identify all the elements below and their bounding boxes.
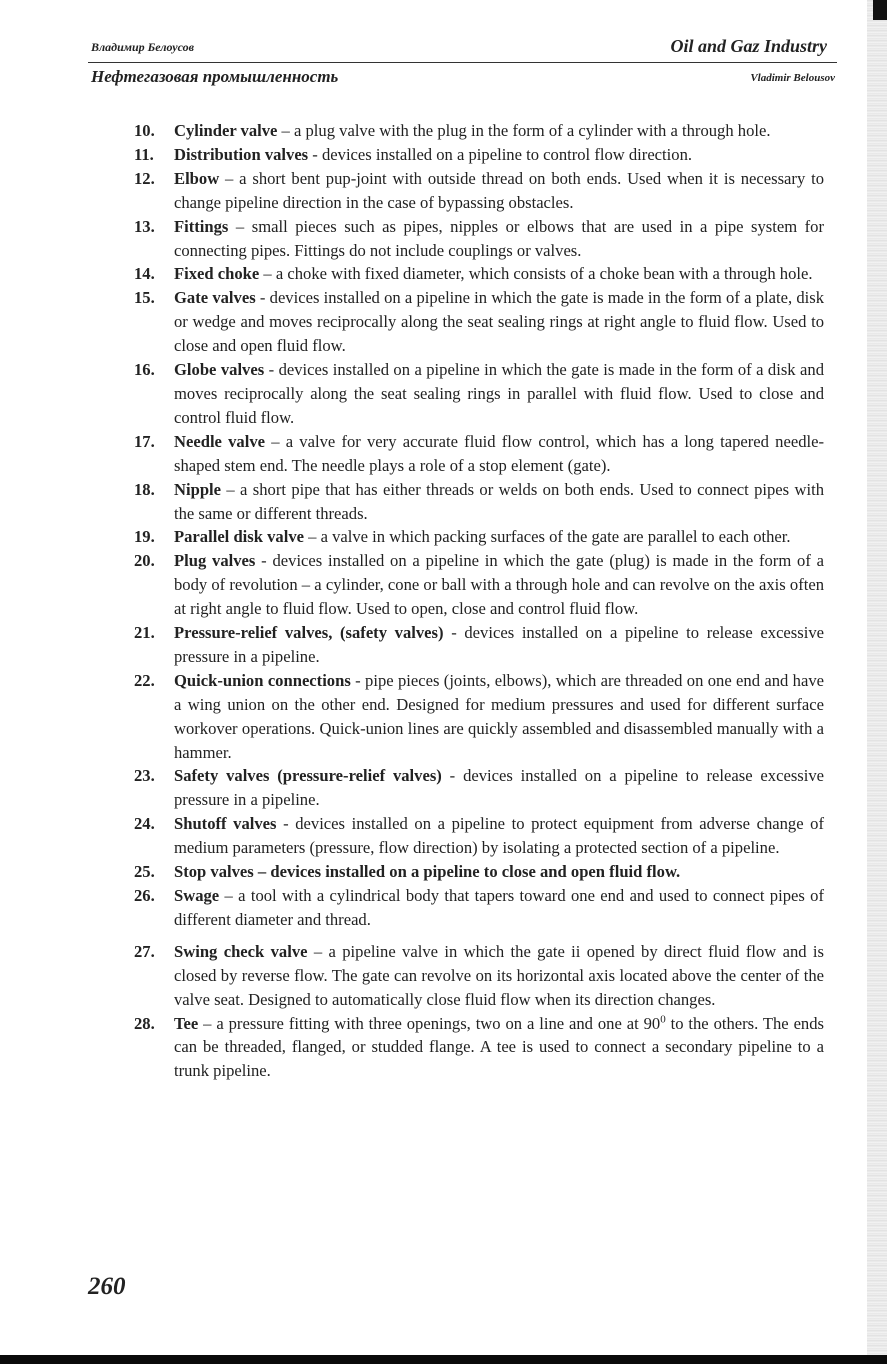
entry-definition: - pipe pieces (joints, elbows), which are threaded on one end and have a wing union on the other end. Designed for medium pressures and used for different surface workover operations. Quick-union lines are quickly assembled and disassembled manually with a hammer. [174,670,825,762]
page-edge-shadow [867,0,887,1364]
page-number: 260 [88,1273,126,1300]
glossary-entry [134,884,824,932]
entry-number: 21. [134,623,155,643]
entry-definition: – a tool with a cylindrical body that tapers toward one end and used to connect pipes of different diameter and thread. [174,886,824,929]
header-author-russian: Владимир Белоусов [91,40,194,54]
entry-number: 20. [134,551,155,571]
glossary-list [134,119,824,1083]
entry-number: 26. [134,886,155,905]
glossary-entry [134,430,824,478]
glossary-entry [134,143,824,167]
entry-term: Cylinder valve [174,121,278,140]
entry-number: 10. [134,121,155,140]
entry-number: 14. [134,264,155,284]
entry-definition: – a valve in which packing surfaces of the gate are parallel to each other. [303,527,791,547]
glossary-entry [134,478,824,526]
header-book-title-english: Oil and Gaz Industry [670,36,827,56]
entry-definition: – a choke with fixed diameter, which consists of a choke bean with a through hole. [259,264,813,284]
header-book-title-russian: Нефтегазовая промышленность [91,67,339,86]
entry-term: Nipple [174,479,222,499]
entry-definition: - devices installed on a pipeline to release excessive pressure in a pipeline. [174,623,824,666]
entry-definition: – a valve for very accurate fluid flow control, which has a long tapered needle-shaped stem end. The needle plays a role of a stop element (gate). [174,431,824,475]
entry-definition: - devices installed on a pipeline in which the gate (plug) is made in the form of a body of revolution – a cylinder, cone or ball with a through hole and can revolve on the axis often at right angle to fluid flow. Used to open, close and control fluid flow. [174,551,824,619]
entry-definition: – a plug valve with the plug in the form of a cylinder with a through hole. [277,121,771,140]
entry-term: Pressure-relief valves, (safety valves) [174,623,444,643]
entry-definition: – a pipeline valve in which the gate ii opened by direct fluid flow and is closed by reverse flow. The gate can revolve on its horizontal axis located above the center of the valve seat. Designed to automatically close fluid flow when its direction changes. [174,941,824,1009]
glossary-entry [134,119,824,143]
entry-term: Distribution valves [174,144,309,164]
header-author-english: Vladimir Belousov [750,72,835,84]
degree-superscript: 0 [660,1013,666,1025]
entry-number: 19. [134,527,155,547]
entry-definition: – a short bent pup-joint with outside thread on both ends. Used when it is necessary to change pipeline direction in the case of bypassing obstacles. [174,168,824,212]
glossary-entry [134,358,824,430]
entry-term: Stop valves [174,862,254,882]
entry-term: Fixed choke [174,264,260,284]
entry-number: 23. [134,766,155,786]
scan-corner-mark [873,0,887,20]
glossary-entry [134,1012,824,1084]
glossary-entry [134,286,824,358]
glossary-entry [134,940,824,1012]
entry-term: Needle valve [174,431,265,451]
entry-term: Safety valves (pressure-relief valves) [174,766,442,786]
glossary-entry [134,621,824,669]
entry-number: 15. [134,288,155,308]
entry-number: 17. [134,431,155,451]
glossary-entry [134,860,824,884]
entry-term: Plug valves [174,551,256,571]
entry-definition: – devices installed on a pipeline to close and open fluid flow. [253,862,681,882]
glossary-entry [134,669,824,765]
entry-number: 18. [134,479,155,499]
entry-term: Elbow [174,168,220,188]
entry-term: Gate valves [174,288,256,308]
entry-term: Parallel disk valve [174,527,304,547]
entry-number: 16. [134,360,155,380]
entry-definition: - devices installed on a pipeline in which the gate is made in the form of a disk and moves reciprocally along the seat sealing rings in parallel with fluid flow. Used to close and control fluid flow. [174,360,824,427]
entry-definition: – a short pipe that has either threads or welds on both ends. Used to connect pipes with the same or different threads. [174,479,824,523]
entry-definition-continued: to the others. The ends can be threaded, flanged, or studded flange. A tee is used to connect a secondary pipeline to a trunk pipeline. [174,1013,824,1081]
glossary-entry [134,215,824,263]
glossary-entry [134,812,824,860]
entry-definition: – small pieces such as pipes, nipples or elbows that are used in a pipe system for connecting pipes. Fittings do not include couplings or valves. [174,216,824,260]
entry-term: Fittings [174,216,229,236]
entry-definition: - devices installed on a pipeline in which the gate is made in the form of a plate, disk or wedge and moves reciprocally along the seat sealing rings at right angle to fluid flow. Used to close and open fluid flow. [174,288,824,356]
entry-term: Tee [174,1013,199,1033]
glossary-entry [134,525,824,549]
entry-term: Globe valves [174,360,265,380]
entry-term: Shutoff valves [174,814,277,834]
entry-number: 28. [134,1013,155,1033]
entry-number: 24. [134,814,155,834]
entry-number: 25. [134,862,155,882]
entry-number: 22. [134,670,155,690]
entry-term: Swage [174,886,220,905]
glossary-entry [134,167,824,215]
glossary-entry [134,764,824,812]
entry-number: 27. [134,941,155,961]
header-rule [88,62,837,63]
entry-definition: - devices installed on a pipeline to release excessive pressure in a pipeline. [174,766,825,810]
entry-definition: - devices installed on a pipeline to control flow direction. [308,144,693,164]
entry-definition: – a pressure fitting with three openings, two on a line and one at 90 [198,1013,661,1033]
entry-number: 12. [134,168,155,188]
entry-definition: - devices installed on a pipeline to protect equipment from adverse change of medium parameters (pressure, flow direction) by isolating a protected section of a pipeline. [174,814,824,858]
entry-number: 11. [134,144,154,164]
glossary-entry [134,262,824,286]
scan-bottom-border [0,1355,887,1364]
entry-term: Quick-union connections [174,670,351,690]
glossary-entry [134,549,824,621]
entry-term: Swing check valve [174,941,308,961]
entry-number: 13. [134,216,155,236]
